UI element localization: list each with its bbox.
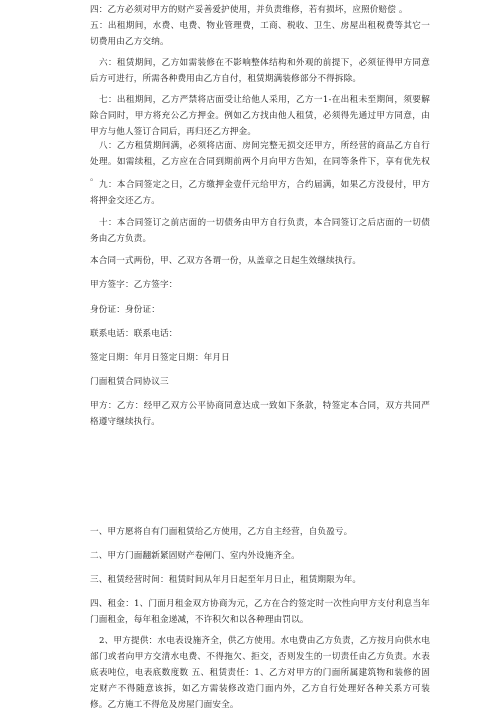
phone-line: 联系电话：联系电话： — [90, 329, 178, 339]
article-4-rent: 四、租金：1、门面月租金双方协商为元，乙方在合约签定时一次性向甲方支付利息当年门面租金，每年租金递减，不许积欠和以各种理由罚以。 — [90, 599, 430, 625]
clause-7: 七：出租期间，乙方严禁将店面受让给他人采用，乙方一1-在出租未至期间，须要解除合同时，甲方将充公乙方押金。例如乙方找由他人租赁，必须得先通过甲方同意，由甲方与他人签订合同后，再归还乙方押金。 — [90, 95, 430, 137]
clause-9: 九：本合同签定之日，乙方缴押金壹仟元给甲方，合约届满，如果乙方没侵付，甲方将押金交还乙方。 — [90, 180, 430, 206]
id-card-line: 身份证：身份证： — [90, 305, 160, 315]
article-1: 一、甲方愿将自有门面租赁给乙方使用，乙方自主经营，自负盈亏。 — [90, 527, 353, 537]
signature-line: 甲方签字：乙方签字： — [90, 280, 178, 290]
clause-4: 四：乙方必须对甲方的财产妥善爱护使用，并负责维修，若有损坏，应照价赔偿 。 — [90, 5, 408, 15]
sign-date-line: 签定日期：年月日签定日期：年月日 — [90, 353, 230, 363]
preamble: 甲方：乙方：经甲乙双方公平协商同意达成一致如下条款，特签定本合同，双方共同严格遵守继续执行。 — [90, 401, 430, 427]
clause-8: 八：乙方租赁期间满，必须将店面、房间完整无损交还甲方，所经营的商品乙方自行处理。如需续租，乙方应在合同到期前两个月向甲方告知，在同等条件下，享有优先权 。 — [90, 141, 430, 183]
section-title: 门面租赁合同协议三 — [90, 377, 169, 387]
article-3: 三、租赁经营时间：租赁时间从年月日起至年月日止，租赁期限为年。 — [90, 575, 362, 585]
article-4-utilities: 2、甲方提供：水电表设施齐全，供乙方使用。水电费由乙方负责，乙方按月向供水电部门或者向甲方交清水电费、不得拖欠、拒交，否则发生的一切责任由乙方负责。水表底表吨位，电表底数度数 五、租赁责任：1、乙方对甲方的门面所属建筑物和装修的固定财产不得随意该拆，如乙方需装修改造门面内外，乙方自行处理好各种关系方可装修。乙方施工不得危及房屋门面安全。 — [90, 636, 430, 710]
copies-statement: 本合同一式两份，甲、乙双方各谓一份，从盖章之日起生效继续执行。 — [90, 256, 362, 266]
clause-6: 六：租赁期间，乙方如需装修在不影响整体结构和外观的前提下，必须征得甲方同意后方可进行，所需各种费用由乙方自付，租赁期满装修部分不得拆除。 — [90, 58, 430, 84]
clause-10: 十：本合同签订之前店面的一切债务由甲方自行负责，本合同签订之后店面的一切债务由乙方负责。 — [90, 218, 430, 244]
clause-5: 五：出租期间，水费、电费、物业管理费，工商、税收、卫生、房屋出租税费等其它一切费用由乙方交纳。 — [90, 21, 430, 47]
article-2: 二、甲方门面翻新紧固财产卷闸门、室内外设施齐全。 — [90, 551, 300, 561]
